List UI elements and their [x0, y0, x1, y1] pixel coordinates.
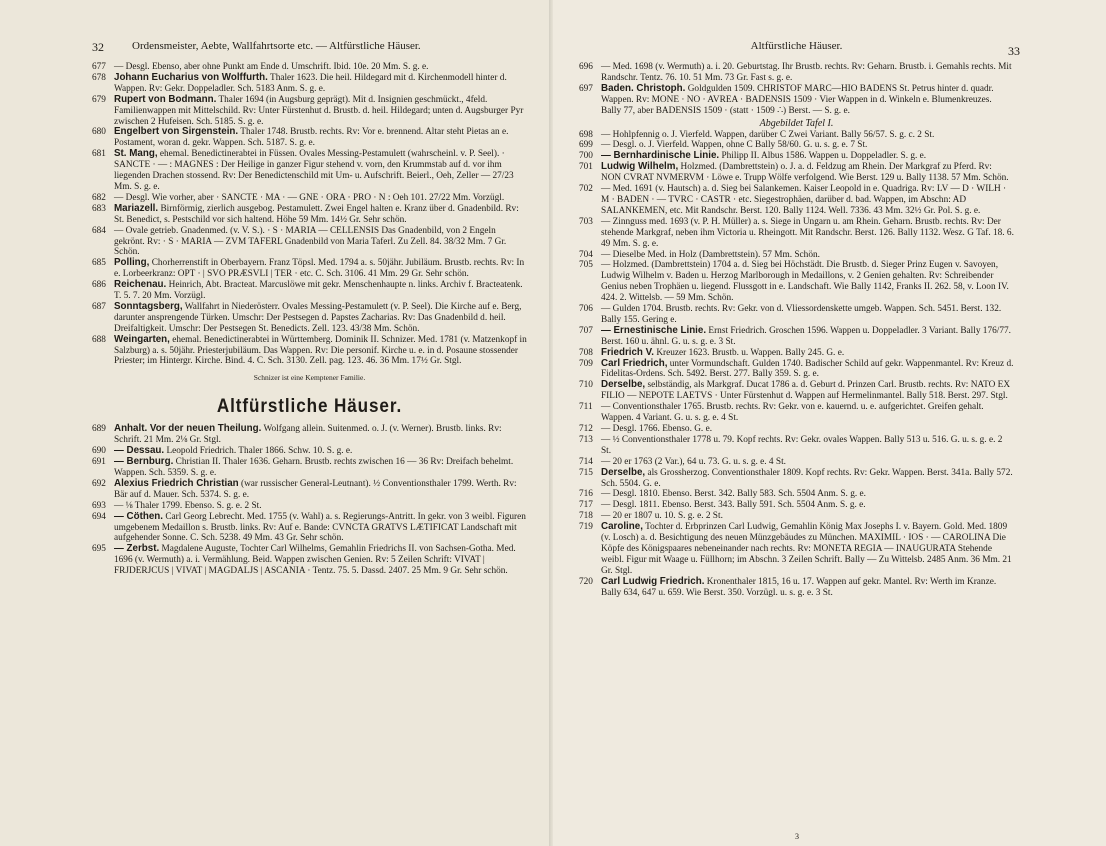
- entry-name: Caroline,: [601, 521, 643, 533]
- entry-text: Ernst Friedrich. Groschen 1596. Wappen u. Doppeladler. 3 Variant. Bally 176/77. Berst. 160 u. ähnl. G. u. s. g. e. 3 St.: [601, 325, 1011, 347]
- left-page-header: [92, 40, 527, 56]
- catalog-entry: [579, 577, 1014, 599]
- entry-text: ehemal. Benedictinerabtei in Württemberg. Dominik II. Schnizer. Med. 1781 (v. Matzenkopf in Salzburg) a. s. 50jähr. Priesterjubiläum. Das Wappen. Rv: Die personif. Kirche u. e. in d. Posaune stossender Priester; im Hintergr. Kirche. Bind. 4. C. Sch. 3130. Zell. pag. 123. 46. 36 Mm. 17½ Gr. Stgl.: [114, 334, 527, 367]
- entry-text: — 20 er 1807 u. 10. S. g. e. 2 St.: [601, 511, 723, 522]
- entry-text: Philipp II. Albus 1586. Wappen u. Doppeladler. S. g. e.: [721, 151, 927, 162]
- catalog-entry: [92, 226, 527, 259]
- entry-text: Thaler 1623. Die heil. Hildegard mit d. Kirchenmodell hinter d. Wappen. Rv: Gekr. Doppeladler. Sch. 5183 Anm. S. g. e.: [114, 72, 507, 94]
- entry-text: — Holzmed. (Dambrettstein) 1704 a. d. Sieg bei Höchstädt. Die Brustb. d. Sieger Prinz Eugen v. Savoyen, Ludwig Wilhelm v. Baden u. Herzog Marlborough in Medaillons, v. 2 Genien gehalten. Rv: Schreibender Genius neben Trophäen u. liegend. Flussgott in e. Landschaft. Wie Bally 1142, Franks II. 262. 58, v. Loon IV. 424. 2. Wittelsb. — 59 Mm. Schön.: [601, 260, 1009, 304]
- entry-text: — Conventionsthaler 1765. Brustb. rechts. Rv: Gekr. von e. kauernd. u. e. aufgerichtet. Greifen gehalt. Wappen. 4 Variant. G. u. s. g. e. 4 St.: [601, 402, 984, 424]
- entry-number: 718: [579, 511, 593, 522]
- entry-number: 701: [579, 162, 593, 173]
- catalog-entry: [579, 326, 1014, 348]
- catalog-entry: [92, 479, 527, 501]
- catalog-entry: [579, 468, 1014, 490]
- entry-number: 693: [92, 500, 106, 511]
- entry-text: Heinrich, Abt. Bracteat. Marcuslöwe mit gekr. Menschenhaupte n. links. Archiv f. Bracteatenk. T. 5. 7. 20 Mm. Vorzügl.: [114, 280, 523, 302]
- entry-text: Carl Georg Lebrecht. Med. 1755 (v. Wahl) a. s. Regierungs-Antritt. In gekr. von 3 weibl. Figuren umgebenem Medaillon s. Brustb. links. Rv: Auf e. Bande: CVNCTA GRATVS LÆTIFICAT Landschaft mit aufgehender Sonne. C. Sch. 5238. 49 Mm. 43 Gr. Sehr schön.: [114, 511, 526, 544]
- entry-text: — Desgl. o. J. Vierfeld. Wappen, ohne C Bally 58/60. G. u. s. g. e. 7 St.: [601, 140, 868, 151]
- catalog-entry: [579, 522, 1014, 577]
- entry-name: — Ernestinische Linie.: [601, 324, 707, 336]
- entry-number: 696: [579, 62, 593, 72]
- entry-number: 705: [579, 260, 593, 271]
- entry-text: Kreuzer 1623. Brustb. u. Wappen. Bally 245. G. e.: [656, 347, 845, 358]
- entry-number: 717: [579, 500, 593, 511]
- catalog-entry: [579, 511, 1014, 522]
- catalog-entry: [579, 62, 1014, 84]
- entry-number: 677: [92, 62, 106, 72]
- right-page-number: 33: [1008, 44, 1020, 58]
- entry-number: 716: [579, 489, 593, 500]
- entry-number: 695: [92, 544, 106, 555]
- right-page-header: [579, 40, 1020, 58]
- catalog-entry: [92, 457, 527, 479]
- catalog-entry: [92, 512, 527, 545]
- entry-text: Chorherrenstift in Oberbayern. Franz Töpsl. Med. 1794 a. s. 50jähr. Jubiläum. Brustb. rechts. Rv: In e. Lorbeerkranz: OPT · | SVO PRÆSVLI | TER · etc. C. Sch. 3106. 41 Mm. 29 Gr. Sehr schön.: [114, 258, 525, 280]
- entry-name: — Bernburg.: [114, 456, 174, 468]
- entry-number: 714: [579, 456, 593, 467]
- entry-number: 712: [579, 424, 593, 434]
- entry-name: Sonntagsberg,: [114, 300, 183, 312]
- catalog-entry: [579, 260, 1014, 304]
- left-entries-bottom: [92, 424, 527, 577]
- entry-text: (war russischer General-Leutnant). ½ Conventionsthaler 1799. Werth. Rv: Bär auf d. Mauer. Sch. 5374. S. g. e.: [114, 478, 517, 500]
- entry-number: 711: [579, 402, 593, 413]
- entry-number: 680: [92, 127, 106, 138]
- entry-name: Mariazell.: [114, 202, 159, 214]
- entry-text: Magdalene Auguste, Tochter Carl Wilhelms, Gemahlin Friedrichs II. von Sachsen-Gotha. Med. 1696 (v. Wermuth) a. i. Vermählung. Beid. Wappen zwischen Genien. Rv: 5 Zeilen Schrift: VIVAT | FRJDERJCUS | VIVAT | MAGDALJS | ASCANIA · Tentz. 75. 5. Dassd. 2407. 25 Mm. 9 Gr. Sehr schön.: [114, 544, 516, 577]
- entry-name: St. Mang,: [114, 148, 158, 160]
- entry-text: — Desgl. 1811. Ebenso. Berst. 343. Bally 591. Sch. 5504 Anm. S. g. e.: [601, 500, 866, 511]
- entry-name: Carl Ludwig Friedrich.: [601, 575, 705, 587]
- entry-text: Wallfahrt in Niederösterr. Ovales Messing-Pestamulett (v. P. Seel). Die Kirche auf e. Berg, darunter ansprengende Türken. Umschr: Der Pestsegen d. Papstes Zacharias. Rv: Das Gnadenbild d. heil. Dreifaltigkeit. Umschr: Der Pestsegen St. Benedicts. Zell. 123. 43/38 Mm. Schön.: [114, 301, 522, 334]
- entry-text: — ½ Conventionsthaler 1778 u. 79. Kopf rechts. Rv: Gekr. ovales Wappen. Bally 513 u. 516. G. u. s. g. e. 2 St.: [601, 434, 1003, 456]
- entry-text: Kronenthaler 1815, 16 u. 17. Wappen auf gekr. Mantel. Rv: Werth im Kranze. Bally 634, 647 u. 659. Wie Berst. 350. Vorzügl. u. s. g. e. 3 St.: [601, 576, 997, 598]
- right-entries-bottom: [579, 130, 1014, 599]
- entry-number: 683: [92, 203, 106, 214]
- entry-number: 715: [579, 467, 593, 478]
- entry-number: 708: [579, 347, 593, 358]
- catalog-entry: [579, 130, 1014, 141]
- entry-number: 687: [92, 301, 106, 312]
- entry-text: — Med. 1698 (v. Wermuth) a. i. 20. Geburtstag. Ihr Brustb. rechts. Rv: Geharn. Brustb. i. Gemahls rechts. Mit Randschr. Tentz. 76. 10. 51 Mm. 73 Gr. Fast s. g. e.: [601, 62, 1012, 83]
- section-title: Altfürstliche Häuser.: [216, 396, 403, 418]
- catalog-entry: [579, 162, 1014, 184]
- entry-name: Polling,: [114, 257, 150, 269]
- entry-text: — Med. 1691 (v. Hautsch) a. d. Sieg bei Salankemen. Kaiser Leopold in e. Quadriga. Rv: LV — D · WILH · M · BADEN · — TVRC · CASTR · etc. Siegestrophäen, darüber d. bad. Wappen, im Abschn: AD SALANKEMEN, etc. Mit Randschr. Berst. 120. Bally 1124. Well. 7336. 43 Mm. 32½ Gr. Pol. S. g. e.: [601, 184, 1007, 216]
- entry-text: — ⅛ Thaler 1799. Ebenso. S. g. e. 2 St.: [114, 500, 262, 511]
- catalog-entry: [92, 335, 527, 368]
- catalog-entry: [92, 424, 527, 446]
- entry-number: 682: [92, 192, 106, 203]
- entry-number: 713: [579, 434, 593, 445]
- entry-number: 704: [579, 249, 593, 260]
- entry-name: Weingarten,: [114, 333, 170, 345]
- entry-name: — Dessau.: [114, 445, 165, 457]
- catalog-entry: [579, 435, 1014, 457]
- catalog-entry: [92, 95, 527, 128]
- entry-name: Johann Eucharius von Wolffurth.: [114, 71, 268, 83]
- entry-text: Wolfgang allein. Suitenmed. o. J. (v. Werner). Brustb. links. Rv: Schrift. 21 Mm. 2⅛ Gr. Stgl.: [114, 424, 502, 446]
- entry-text: Birnförmig, zierlich ausgebog. Pestamulett. Zwei Engel halten e. Kranz über d. Gnadenbild. Rv: St. Benedict, s. Pestschild vor sich haltend. Höhe 59 Mm. 14½ Gr. Sehr schön.: [114, 203, 519, 225]
- catalog-entry: [579, 84, 1014, 117]
- entry-number: 691: [92, 457, 106, 468]
- entry-name: Engelbert von Sirgenstein.: [114, 126, 239, 138]
- entry-number: 709: [579, 358, 593, 369]
- entry-name: Carl Friedrich,: [601, 357, 668, 369]
- entry-number: 694: [92, 511, 106, 522]
- catalog-entry: [579, 304, 1014, 326]
- entry-number: 690: [92, 446, 106, 457]
- signature-mark: 3: [795, 832, 799, 841]
- entry-text: — Zinnguss med. 1693 (v. P. H. Müller) a. s. Siege in Ungarn u. am Rhein. Geharn. Brustb. rechts. Rv: Der stehende Markgraf, neben ihm Victoria u. Rheingott. Mit Randschr. Berst. 126. Bally 1132. Wesz. G Taf. 18. 6. 49 Mm. S. g. e.: [601, 216, 1014, 249]
- catalog-entry: [92, 204, 527, 226]
- plate-reference: Abgebildet Tafel I.: [759, 117, 834, 129]
- catalog-entry: [579, 500, 1014, 511]
- catalog-entry: [579, 424, 1014, 435]
- entry-number: 719: [579, 522, 593, 533]
- entry-name: Anhalt. Vor der neuen Theilung.: [114, 423, 262, 435]
- entry-text: Leopold Friedrich. Thaler 1866. Schw. 10. S. g. e.: [166, 446, 353, 457]
- entry-text: — Hohlpfennig o. J. Vierfeld. Wappen, darüber C Zwei Variant. Bally 56/57. S. g. c. 2 St.: [601, 129, 935, 140]
- entry-number: 692: [92, 478, 106, 489]
- entry-number: 678: [92, 72, 106, 83]
- entry-text: ehemal. Benedictinerabtei in Füssen. Ovales Messing-Pestamulett (wahrscheinl. v. P. Seel). · SANCTE · — : MAGNES : Der Heilige in ganzer Figur stehend v. vorn, den Krummstab auf d. vor ihm liegenden Drachen stossend. Rv: Der Benedictenschild mit Um- u. Aufschrift. Beierl., Oeh, Zeller — 27/23 Mm. S. g. e.: [114, 149, 514, 192]
- entry-name: — Bernhardinische Linie.: [601, 150, 720, 162]
- entry-number: 679: [92, 94, 106, 105]
- catalog-entry: [579, 217, 1014, 250]
- catalog-entry: [92, 280, 527, 302]
- left-running-title: Ordensmeister, Aebte, Wallfahrtsorte etc. — Altfürstliche Häuser.: [132, 40, 421, 52]
- entry-number: 720: [579, 576, 593, 587]
- entry-text: — Gulden 1704. Brustb. rechts. Rv: Gekr. von d. Vliessordenskette umgeb. Wappen. Sch. 5451. Berst. 132. Bally 155. Gering e.: [601, 304, 1002, 325]
- entry-number: 684: [92, 225, 106, 236]
- entry-text: Thaler 1694 (in Augsburg geprägt). Mit d. Insignien geschmückt., 4feld. Familienwappen mit Mittelschild. Rv: Unter Fürstenhut d. Brustb. d. heil. Hildegard; unten d. Augsburger Pyr zwischen 2 Hufeisen. Sch. 5185. S. g. e.: [114, 94, 524, 127]
- catalog-entry: [579, 184, 1014, 217]
- entry-text: als Grossherzog. Conventionsthaler 1809. Kopf rechts. Rv: Gekr. Wappen. Berst. 341a. Bally 572. Sch. 5504. G. e.: [601, 467, 1013, 489]
- entry-number: 686: [92, 280, 106, 291]
- entry-text: — Desgl. 1766. Ebenso. G. e.: [601, 424, 713, 434]
- catalog-entry: [92, 149, 527, 193]
- entry-number: 681: [92, 149, 106, 160]
- entry-text: — Dieselbe Med. in Holz (Dambrettstein). 57 Mm. Schön.: [601, 249, 820, 260]
- catalog-entry: [92, 258, 527, 280]
- entry-text: Holzmed. (Dambrettstein) o. J. a. d. Feldzug am Rhein. Der Markgraf zu Pferd. Rv: NON CVRAT NVMERVM · Löwe e. Trupp Wölfe verfolgend. Wie Berst. 129 u. Bally 1138. 57 Mm. Schön.: [601, 162, 1009, 184]
- right-entries-top: [579, 62, 1014, 117]
- entry-name: Rupert von Bodmann.: [114, 93, 217, 105]
- catalog-entry: [579, 250, 1014, 261]
- right-page: [553, 0, 1106, 846]
- entry-text: unter Vormundschaft. Gulden 1740. Badischer Schild auf gekr. Wappenmantel. Rv: Kreuz d. Fidelitas-Ordens. Sch. 5492. Berst. 277. Bally 359. S. g. e.: [601, 358, 1014, 380]
- catalog-entry: [92, 127, 527, 149]
- catalog-entry: [579, 359, 1014, 381]
- entry-number: 700: [579, 151, 593, 162]
- catalog-entry: [92, 544, 527, 577]
- entry-name: Ludwig Wilhelm,: [601, 161, 679, 173]
- entry-number: 706: [579, 304, 593, 315]
- catalog-entry: [92, 73, 527, 95]
- entry-number: 710: [579, 380, 593, 391]
- entry-text: — Desgl. 1810. Ebenso. Berst. 342. Bally 583. Sch. 5504 Anm. S. g. e.: [601, 489, 866, 500]
- entry-text: selbständig, als Markgraf. Ducat 1786 a. d. Geburt d. Prinzen Carl. Brustb. rechts. Rv: NATO EX FILIO — NEPOTE LAETVS · Unter Fürstenhut d. Wappen auf Hermelinmantel. Bally 518. Berst. 297. Stgl.: [601, 380, 1011, 402]
- catalog-entry: [579, 489, 1014, 500]
- entry-text: — Desgl. Ebenso, aber ohne Punkt am Ende d. Umschrift. Ibid. 10e. 20 Mm. S. g. e.: [114, 62, 429, 72]
- entry-text: — Desgl. Wie vorher, aber · SANCTE · MA · — GNE · ORA · PRO · N : Oeh 101. 27/22 Mm. Vorzügl.: [114, 192, 505, 203]
- footnote: Schnizer ist eine Kemptener Familie.: [253, 373, 366, 383]
- entry-text: Tochter d. Erbprinzen Carl Ludwig, Gemahlin König Max Josephs I. v. Bayern. Gold. Med. 1809 (v. Losch) a. d. Besichtigung des neuen Münzgebäudes zu München. MAXIMIL · IOS · — CAROLINA Die Köpfe des Königspaares nebeneinander nach rechts. Rv: MONETA REGIA — INAUGURATA Stehende weibl. Figur mit Waage u. Füllhorn; im Abschn. 3 Zeilen Schrift. Bally — Zu Wittelsb. 2485 Anm. 36 Mm. 21 Gr. Stgl.: [601, 522, 1012, 576]
- entry-name: — Zerbst.: [114, 543, 160, 555]
- entry-text: Christian II. Thaler 1636. Geharn. Brustb. rechts zwischen 16 — 36 Rv: Dreifach behelmt. Wappen. Sch. 5359. S. g. e.: [114, 457, 514, 478]
- entry-name: Friedrich V.: [601, 346, 654, 358]
- entry-text: — Ovale getrieb. Gnadenmed. (v. V. S.). · S · MARIA — CELLENSIS Das Gnadenbild, von 2 Engeln gekrönt. Rv: · S · MARIA — ZVM TAFERL Gnadenbild von Maria Taferl. Zu Zell. 84. 38/32 Mm. 7 Gr. Schön.: [114, 225, 507, 258]
- entry-text: — 20 er 1763 (2 Var.), 64 u. 73. G. u. s. g. e. 4 St.: [601, 456, 786, 467]
- catalog-entry: [579, 380, 1014, 402]
- right-running-title: Altfürstliche Häuser.: [750, 40, 843, 52]
- entry-name: Derselbe,: [601, 466, 646, 478]
- left-page-number: 32: [92, 40, 104, 54]
- entry-number: 702: [579, 184, 593, 195]
- entry-name: Alexius Friedrich Christian: [114, 477, 239, 489]
- catalog-entry: [92, 302, 527, 335]
- entry-text: Thaler 1748. Brustb. rechts. Rv: Vor e. brennend. Altar steht Pietas an e. Postament, woran d. gekr. Wappen. Sch. 5187. S. g. e.: [114, 127, 509, 149]
- entry-number: 699: [579, 140, 593, 151]
- entry-number: 697: [579, 83, 593, 94]
- entry-number: 698: [579, 129, 593, 140]
- entry-text: Goldgulden 1509. CHRISTOF MARC—HIO BADENS St. Petrus hinter d. quadr. Wappen. Rv: MONE · NO · AVREA · BADENSIS 1509 · Vier Wappen in d. Winkeln e. Blumenkreuzes. Bally 77, aber BADENSIS 1509 · (statt · 1509 ∴) Berst. — S. g. e.: [601, 83, 994, 116]
- entry-number: 707: [579, 325, 593, 336]
- entry-name: Baden. Christoph.: [601, 82, 686, 94]
- entry-name: — Cöthen.: [114, 510, 163, 522]
- catalog-entry: [579, 402, 1014, 424]
- entry-name: Reichenau.: [114, 279, 167, 291]
- entry-number: 703: [579, 216, 593, 227]
- left-entries-top: [92, 62, 527, 367]
- entry-name: Derselbe,: [601, 379, 646, 391]
- entry-number: 688: [92, 334, 106, 345]
- entry-number: 685: [92, 258, 106, 269]
- entry-number: 689: [92, 424, 106, 435]
